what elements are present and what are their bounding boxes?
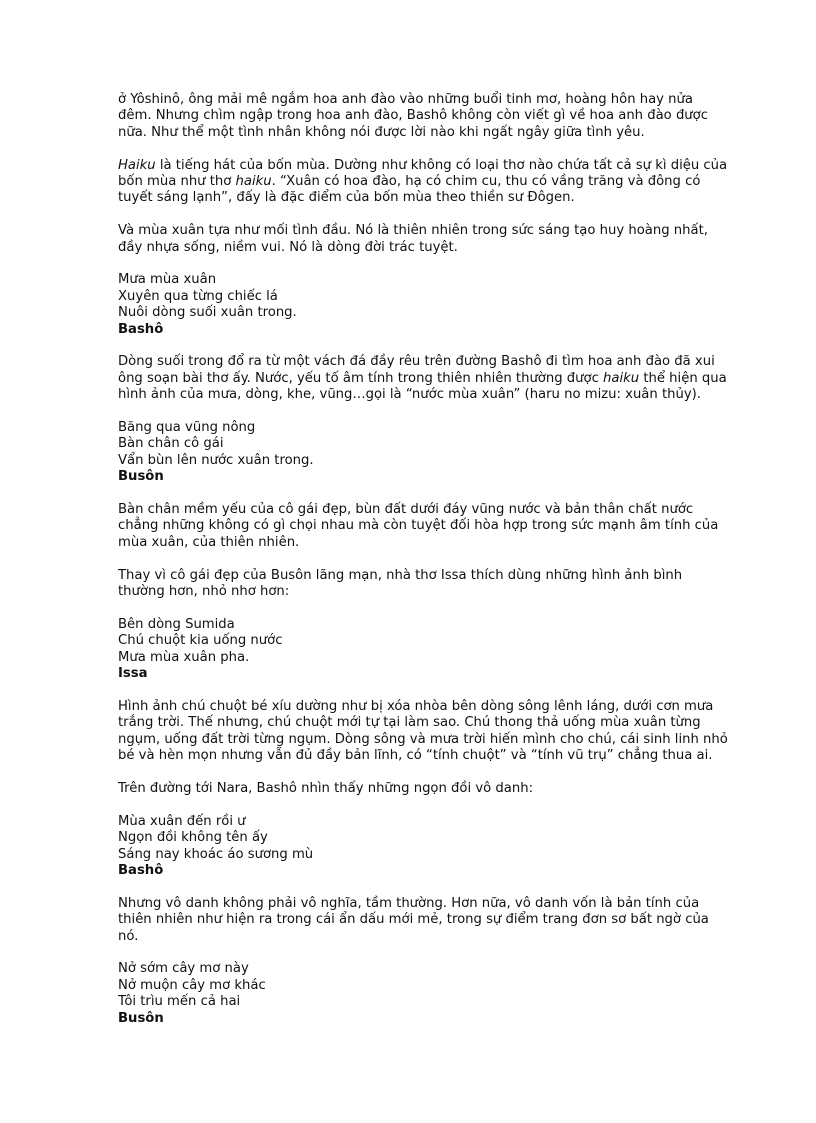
poem-line: Sáng nay khoác áo sương mù [118,846,314,862]
text-run: Trên đường tới Nara, Bashô nhìn thấy những ngọn đồi vô danh: [118,780,534,796]
poem-line: Mưa mùa xuân [118,272,217,288]
text-run: Và mùa xuân tựa như mối tình đầu. Nó là thiên nhiên trong sức sáng tạo huy hoàng nhất, đầy nhựa sống, niềm vui. Nó là dòng đời trác tuyệt. [118,223,708,255]
haiku-poem [118,617,798,683]
paragraph [118,781,798,797]
poem-line: Mưa mùa xuân pha. [118,649,250,665]
text-run: thể hiện qua hình ảnh của mưa, dòng, khe, vũng…gọi là “nước mùa xuân” (haru no mizu: xuân thủy). [118,370,727,403]
poem-line: Vẩn bùn lên nước xuân trong. [118,452,314,468]
haiku-poem [118,420,798,486]
poem-line: Nở sớm cây mơ này [118,961,249,977]
italic-term: Haiku [118,157,156,173]
text-run: Thay vì cô gái đẹp của Busôn lãng mạn, nhà thơ Issa thích dùng những hình ảnh bình thường hơn, nhỏ nhơ hơn: [118,567,683,600]
poem-line: Tôi trìu mến cả hai [118,994,241,1010]
haiku-poem [118,814,798,880]
paragraph [118,502,798,551]
italic-term: haiku [235,174,272,190]
poem-line: Chú chuột kia uống nước [118,633,283,649]
poem-author: Busôn [118,469,164,485]
poem-line: Nở muộn cây mơ khác [118,977,266,993]
poem-line: Nuôi dòng suối xuân trong. [118,305,297,321]
paragraph [118,699,798,765]
italic-term: haiku [603,370,640,386]
poem-line: Xuyên qua từng chiếc lá [118,288,278,304]
poem-line: Băng qua vũng nông [118,420,256,436]
poem-author: Issa [118,666,148,682]
haiku-poem [118,961,798,1027]
paragraph [118,568,798,601]
text-run: là tiếng hát của bốn mùa. Dường như không có loại thơ nào chứa tất cả sự kì diệu của bốn mùa như thơ [118,157,728,190]
text-run: Nhưng vô danh không phải vô nghĩa, tầm thường. Hơn nữa, vô danh vốn là bản tính của thiên nhiên như hiện ra trong cái ẩn dấu mới mẻ, trong sự điểm trang đơn sơ bất ngờ của nó. [118,895,709,944]
poem-author: Bashô [118,862,164,878]
document-page [118,92,798,1043]
text-run: Hình ảnh chú chuột bé xíu dường như bị xóa nhòa bên dòng sông lênh láng, dưới cơn mưa trắng trời. Thế nhưng, chú chuột mới tự tại làm sao. Chú thong thả uống mùa xuân từng ngụm, uống đất trời từng ngụm. Dòng sông và mưa trời hiến mình cho chú, cái sinh linh nhỏ bé và hèn mọn nhưng vẫn đủ đầy bản lĩnh, có “tính chuột” và “tính vũ trụ” chẳng thua ai. [118,698,728,764]
text-run: ở Yôshinô, ông mải mê ngắm hoa anh đào vào những buổi tinh mơ, hoàng hôn hay nửa đêm. Nhưng chìm ngập trong hoa anh đào, Bashô không còn viết gì về hoa anh đào được nữa. Như thể một tình nhân không nói được lời nào khi ngất ngây giữa tình yêu. [118,92,708,140]
text-run: Dòng suối trong đổ ra từ một vách đá đầy rêu trên đường Bashô đi tìm hoa anh đào đã xui ông soạn bài thơ ấy. Nước, yếu tố âm tính trong thiên nhiên thường được [118,354,715,386]
haiku-poem [118,272,798,338]
poem-line: Bàn chân cô gái [118,436,224,452]
paragraph [118,92,798,141]
poem-line: Ngọn đồi không tên ấy [118,830,268,846]
paragraph [118,158,798,207]
paragraph [118,354,798,403]
text-run: Bàn chân mềm yếu của cô gái đẹp, bùn đất dưới đáy vũng nước và bản thân chất nước chẳng những không có gì chọi nhau mà còn tuyệt đối hòa hợp trong sức mạnh âm tính của mùa xuân, của thiên nhiên. [118,502,719,550]
text-run: . “Xuân có hoa đào, hạ có chim cu, thu có vầng trăng và đông có tuyết sáng lạnh”, đấy là đặc điểm của bốn mùa theo thiền sư Đôgen. [118,174,701,206]
poem-author: Bashô [118,321,164,337]
paragraph [118,896,798,945]
paragraph [118,223,798,256]
poem-author: Busôn [118,1010,164,1026]
poem-line: Mùa xuân đến rồi ư [118,813,246,829]
poem-line: Bên dòng Sumida [118,616,235,632]
